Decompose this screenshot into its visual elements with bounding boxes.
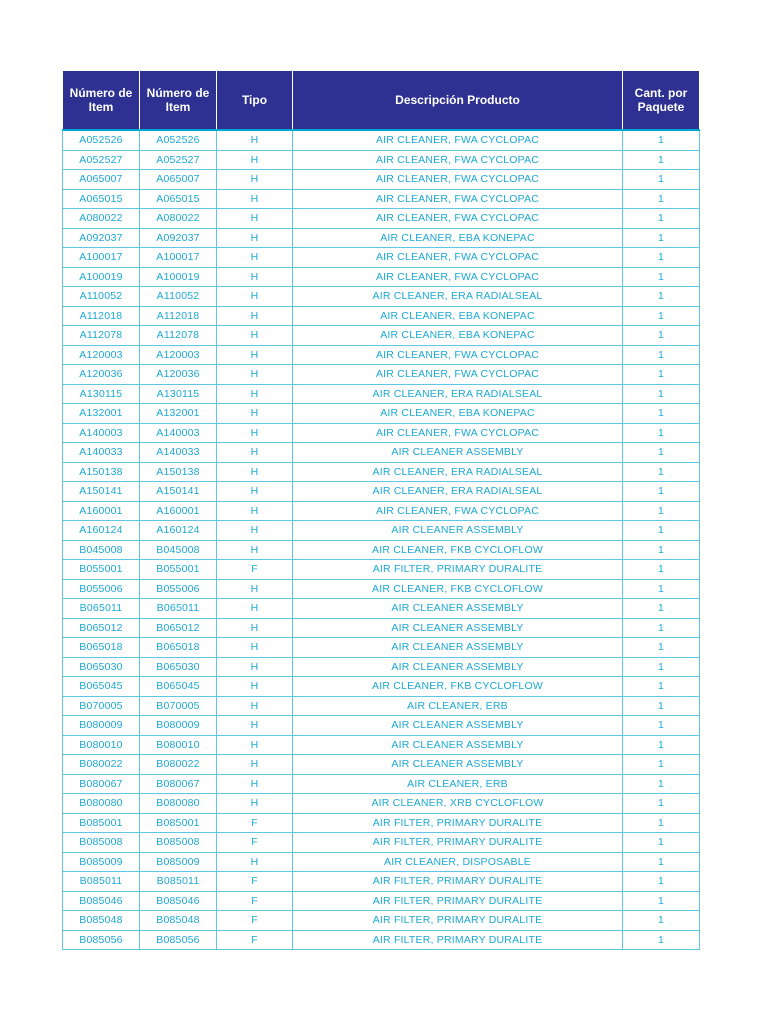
cell-description: AIR CLEANER, FWA CYCLOPAC (293, 345, 623, 365)
cell-package-qty: 1 (623, 326, 700, 346)
cell-item-number: B065018 (63, 638, 140, 658)
cell-description: AIR FILTER, PRIMARY DURALITE (293, 872, 623, 892)
cell-description: AIR CLEANER, EBA KONEPAC (293, 326, 623, 346)
cell-description: AIR CLEANER, EBA KONEPAC (293, 404, 623, 424)
table-row (63, 794, 700, 814)
cell-package-qty: 1 (623, 755, 700, 775)
cell-item-number: B080022 (63, 755, 140, 775)
cell-item-number: B055006 (63, 579, 140, 599)
cell-package-qty: 1 (623, 618, 700, 638)
cell-package-qty: 1 (623, 774, 700, 794)
table-row (63, 774, 700, 794)
cell-package-qty: 1 (623, 267, 700, 287)
table-header (63, 71, 700, 131)
cell-package-qty: 1 (623, 677, 700, 697)
table-row (63, 443, 700, 463)
cell-item-number-alt: B055006 (140, 579, 217, 599)
cell-type: H (217, 501, 293, 521)
cell-item-number-alt: B080067 (140, 774, 217, 794)
cell-package-qty: 1 (623, 540, 700, 560)
cell-item-number: B085008 (63, 833, 140, 853)
cell-type: F (217, 930, 293, 950)
table-row (63, 540, 700, 560)
cell-package-qty: 1 (623, 657, 700, 677)
table-row (63, 930, 700, 950)
cell-description: AIR CLEANER, ERA RADIALSEAL (293, 287, 623, 307)
table-row (63, 482, 700, 502)
cell-type: H (217, 443, 293, 463)
cell-package-qty: 1 (623, 150, 700, 170)
cell-item-number: A092037 (63, 228, 140, 248)
cell-item-number-alt: A112078 (140, 326, 217, 346)
header-item-number-alt: Número de Item (140, 71, 217, 131)
table-row (63, 833, 700, 853)
cell-description: AIR CLEANER, FWA CYCLOPAC (293, 365, 623, 385)
table-row (63, 891, 700, 911)
cell-package-qty: 1 (623, 833, 700, 853)
cell-description: AIR FILTER, PRIMARY DURALITE (293, 930, 623, 950)
cell-item-number-alt: B065030 (140, 657, 217, 677)
cell-item-number: A065007 (63, 170, 140, 190)
cell-type: H (217, 677, 293, 697)
cell-package-qty: 1 (623, 345, 700, 365)
cell-type: H (217, 735, 293, 755)
cell-item-number-alt: A130115 (140, 384, 217, 404)
cell-type: H (217, 618, 293, 638)
cell-package-qty: 1 (623, 365, 700, 385)
cell-type: F (217, 833, 293, 853)
cell-item-number: A132001 (63, 404, 140, 424)
table-row (63, 521, 700, 541)
cell-description: AIR CLEANER, FWA CYCLOPAC (293, 170, 623, 190)
cell-item-number-alt: B055001 (140, 560, 217, 580)
table-row (63, 209, 700, 229)
cell-package-qty: 1 (623, 813, 700, 833)
cell-item-number-alt: A112018 (140, 306, 217, 326)
table-row (63, 735, 700, 755)
cell-description: AIR CLEANER ASSEMBLY (293, 443, 623, 463)
cell-package-qty: 1 (623, 794, 700, 814)
table-row (63, 501, 700, 521)
cell-description: AIR CLEANER, ERB (293, 774, 623, 794)
cell-type: H (217, 130, 293, 150)
cell-type: H (217, 150, 293, 170)
cell-item-number-alt: A120003 (140, 345, 217, 365)
cell-type: H (217, 404, 293, 424)
cell-package-qty: 1 (623, 560, 700, 580)
cell-package-qty: 1 (623, 287, 700, 307)
cell-item-number: B085048 (63, 911, 140, 931)
cell-description: AIR CLEANER, ERA RADIALSEAL (293, 482, 623, 502)
cell-type: H (217, 521, 293, 541)
cell-description: AIR CLEANER, FWA CYCLOPAC (293, 130, 623, 150)
table-row (63, 404, 700, 424)
table-body (63, 130, 700, 950)
cell-item-number-alt: A100019 (140, 267, 217, 287)
table-row (63, 755, 700, 775)
cell-item-number-alt: B085056 (140, 930, 217, 950)
table-row (63, 657, 700, 677)
cell-item-number: A112018 (63, 306, 140, 326)
cell-description: AIR CLEANER, ERA RADIALSEAL (293, 462, 623, 482)
cell-description: AIR CLEANER, FWA CYCLOPAC (293, 501, 623, 521)
header-item-number: Número de Item (63, 71, 140, 131)
cell-type: F (217, 813, 293, 833)
cell-description: AIR CLEANER, XRB CYCLOFLOW (293, 794, 623, 814)
table-row (63, 170, 700, 190)
cell-package-qty: 1 (623, 579, 700, 599)
cell-item-number-alt: B085009 (140, 852, 217, 872)
cell-description: AIR CLEANER ASSEMBLY (293, 755, 623, 775)
cell-description: AIR FILTER, PRIMARY DURALITE (293, 891, 623, 911)
table-row (63, 365, 700, 385)
header-row (63, 71, 700, 131)
cell-type: F (217, 872, 293, 892)
cell-item-number-alt: B085048 (140, 911, 217, 931)
cell-package-qty: 1 (623, 930, 700, 950)
cell-type: H (217, 540, 293, 560)
table-row (63, 150, 700, 170)
cell-item-number: B085046 (63, 891, 140, 911)
cell-package-qty: 1 (623, 716, 700, 736)
cell-description: AIR CLEANER, EBA KONEPAC (293, 306, 623, 326)
cell-item-number: A140033 (63, 443, 140, 463)
table-row (63, 423, 700, 443)
cell-package-qty: 1 (623, 638, 700, 658)
cell-item-number-alt: B070005 (140, 696, 217, 716)
cell-description: AIR CLEANER ASSEMBLY (293, 638, 623, 658)
cell-item-number-alt: B085001 (140, 813, 217, 833)
cell-type: H (217, 365, 293, 385)
header-type: Tipo (217, 71, 293, 131)
table-row (63, 638, 700, 658)
table-row (63, 345, 700, 365)
cell-type: H (217, 170, 293, 190)
cell-item-number: B080010 (63, 735, 140, 755)
cell-type: H (217, 638, 293, 658)
cell-item-number-alt: A160124 (140, 521, 217, 541)
cell-type: H (217, 599, 293, 619)
cell-item-number: B080080 (63, 794, 140, 814)
cell-type: H (217, 228, 293, 248)
cell-type: H (217, 579, 293, 599)
cell-package-qty: 1 (623, 891, 700, 911)
cell-package-qty: 1 (623, 462, 700, 482)
cell-item-number: A112078 (63, 326, 140, 346)
cell-package-qty: 1 (623, 696, 700, 716)
cell-description: AIR CLEANER, ERB (293, 696, 623, 716)
table-row (63, 716, 700, 736)
cell-item-number: B080009 (63, 716, 140, 736)
cell-type: H (217, 345, 293, 365)
table-row (63, 326, 700, 346)
table-row (63, 618, 700, 638)
table-row (63, 852, 700, 872)
cell-item-number-alt: B080009 (140, 716, 217, 736)
cell-item-number: B085009 (63, 852, 140, 872)
cell-item-number: B065045 (63, 677, 140, 697)
cell-item-number: B065011 (63, 599, 140, 619)
cell-package-qty: 1 (623, 306, 700, 326)
cell-item-number: A120003 (63, 345, 140, 365)
cell-item-number-alt: A052526 (140, 130, 217, 150)
cell-type: H (217, 326, 293, 346)
cell-item-number: A110052 (63, 287, 140, 307)
cell-item-number: A150138 (63, 462, 140, 482)
cell-description: AIR CLEANER ASSEMBLY (293, 716, 623, 736)
cell-package-qty: 1 (623, 852, 700, 872)
cell-item-number: A120036 (63, 365, 140, 385)
table-row (63, 677, 700, 697)
cell-description: AIR FILTER, PRIMARY DURALITE (293, 833, 623, 853)
cell-item-number: A100017 (63, 248, 140, 268)
cell-item-number-alt: A140033 (140, 443, 217, 463)
cell-description: AIR CLEANER, FKB CYCLOFLOW (293, 579, 623, 599)
cell-type: H (217, 384, 293, 404)
cell-item-number-alt: B065045 (140, 677, 217, 697)
cell-item-number-alt: A140003 (140, 423, 217, 443)
cell-package-qty: 1 (623, 482, 700, 502)
table-row (63, 306, 700, 326)
cell-description: AIR FILTER, PRIMARY DURALITE (293, 560, 623, 580)
cell-type: F (217, 891, 293, 911)
cell-description: AIR CLEANER ASSEMBLY (293, 599, 623, 619)
cell-description: AIR CLEANER, FWA CYCLOPAC (293, 150, 623, 170)
cell-item-number: A160124 (63, 521, 140, 541)
cell-type: H (217, 209, 293, 229)
cell-package-qty: 1 (623, 735, 700, 755)
table-row (63, 384, 700, 404)
cell-description: AIR CLEANER, ERA RADIALSEAL (293, 384, 623, 404)
header-package-qty: Cant. por Paquete (623, 71, 700, 131)
cell-package-qty: 1 (623, 189, 700, 209)
table-row (63, 248, 700, 268)
cell-description: AIR CLEANER, EBA KONEPAC (293, 228, 623, 248)
cell-description: AIR CLEANER, FWA CYCLOPAC (293, 267, 623, 287)
cell-description: AIR CLEANER, FKB CYCLOFLOW (293, 540, 623, 560)
table-row (63, 872, 700, 892)
cell-item-number: A160001 (63, 501, 140, 521)
cell-type: H (217, 423, 293, 443)
cell-package-qty: 1 (623, 248, 700, 268)
cell-item-number-alt: A160001 (140, 501, 217, 521)
cell-item-number-alt: B080080 (140, 794, 217, 814)
cell-item-number-alt: B085008 (140, 833, 217, 853)
table-row (63, 579, 700, 599)
cell-item-number-alt: B080010 (140, 735, 217, 755)
cell-package-qty: 1 (623, 404, 700, 424)
cell-item-number: B045008 (63, 540, 140, 560)
cell-package-qty: 1 (623, 443, 700, 463)
cell-item-number-alt: A065007 (140, 170, 217, 190)
cell-item-number: B070005 (63, 696, 140, 716)
table-row (63, 599, 700, 619)
cell-description: AIR CLEANER ASSEMBLY (293, 735, 623, 755)
table-row (63, 911, 700, 931)
cell-type: H (217, 306, 293, 326)
cell-item-number: A052527 (63, 150, 140, 170)
cell-package-qty: 1 (623, 599, 700, 619)
cell-item-number-alt: A100017 (140, 248, 217, 268)
cell-description: AIR CLEANER ASSEMBLY (293, 618, 623, 638)
cell-package-qty: 1 (623, 501, 700, 521)
cell-item-number-alt: B085011 (140, 872, 217, 892)
cell-item-number-alt: A110052 (140, 287, 217, 307)
cell-item-number: A130115 (63, 384, 140, 404)
cell-type: H (217, 189, 293, 209)
cell-type: H (217, 657, 293, 677)
cell-description: AIR CLEANER, FWA CYCLOPAC (293, 189, 623, 209)
cell-type: H (217, 287, 293, 307)
cell-item-number-alt: B085046 (140, 891, 217, 911)
cell-type: F (217, 560, 293, 580)
table-row (63, 287, 700, 307)
cell-type: H (217, 794, 293, 814)
cell-type: H (217, 774, 293, 794)
cell-item-number-alt: A052527 (140, 150, 217, 170)
cell-type: H (217, 462, 293, 482)
cell-item-number-alt: B065011 (140, 599, 217, 619)
table-row (63, 189, 700, 209)
product-table-sheet (62, 70, 699, 950)
table-row (63, 130, 700, 150)
table-row (63, 267, 700, 287)
cell-item-number-alt: A132001 (140, 404, 217, 424)
product-table (62, 70, 700, 950)
table-row (63, 228, 700, 248)
cell-item-number-alt: A150141 (140, 482, 217, 502)
cell-item-number: B085001 (63, 813, 140, 833)
cell-item-number-alt: A150138 (140, 462, 217, 482)
table-row (63, 696, 700, 716)
cell-package-qty: 1 (623, 384, 700, 404)
cell-item-number-alt: B065012 (140, 618, 217, 638)
cell-description: AIR CLEANER, DISPOSABLE (293, 852, 623, 872)
table-row (63, 560, 700, 580)
cell-item-number-alt: A092037 (140, 228, 217, 248)
cell-type: H (217, 482, 293, 502)
cell-description: AIR CLEANER, FWA CYCLOPAC (293, 423, 623, 443)
cell-package-qty: 1 (623, 423, 700, 443)
cell-description: AIR FILTER, PRIMARY DURALITE (293, 813, 623, 833)
cell-item-number: B080067 (63, 774, 140, 794)
cell-description: AIR FILTER, PRIMARY DURALITE (293, 911, 623, 931)
cell-item-number: B085011 (63, 872, 140, 892)
cell-package-qty: 1 (623, 209, 700, 229)
cell-item-number: A080022 (63, 209, 140, 229)
cell-package-qty: 1 (623, 872, 700, 892)
cell-description: AIR CLEANER ASSEMBLY (293, 521, 623, 541)
cell-type: H (217, 716, 293, 736)
cell-item-number: B065012 (63, 618, 140, 638)
cell-item-number: B055001 (63, 560, 140, 580)
table-row (63, 813, 700, 833)
cell-type: F (217, 911, 293, 931)
cell-type: H (217, 755, 293, 775)
cell-type: H (217, 696, 293, 716)
cell-package-qty: 1 (623, 170, 700, 190)
cell-item-number-alt: A120036 (140, 365, 217, 385)
cell-type: H (217, 267, 293, 287)
cell-item-number-alt: A065015 (140, 189, 217, 209)
cell-description: AIR CLEANER ASSEMBLY (293, 657, 623, 677)
table-row (63, 462, 700, 482)
cell-item-number-alt: B045008 (140, 540, 217, 560)
cell-item-number: A052526 (63, 130, 140, 150)
cell-item-number-alt: A080022 (140, 209, 217, 229)
cell-item-number: A100019 (63, 267, 140, 287)
header-description: Descripción Producto (293, 71, 623, 131)
cell-item-number: A065015 (63, 189, 140, 209)
cell-item-number: A140003 (63, 423, 140, 443)
cell-item-number-alt: B080022 (140, 755, 217, 775)
cell-item-number-alt: B065018 (140, 638, 217, 658)
cell-description: AIR CLEANER, FWA CYCLOPAC (293, 209, 623, 229)
cell-description: AIR CLEANER, FKB CYCLOFLOW (293, 677, 623, 697)
cell-package-qty: 1 (623, 911, 700, 931)
cell-item-number: B065030 (63, 657, 140, 677)
cell-package-qty: 1 (623, 130, 700, 150)
cell-type: H (217, 852, 293, 872)
cell-item-number: A150141 (63, 482, 140, 502)
cell-item-number: B085056 (63, 930, 140, 950)
cell-package-qty: 1 (623, 228, 700, 248)
cell-description: AIR CLEANER, FWA CYCLOPAC (293, 248, 623, 268)
cell-type: H (217, 248, 293, 268)
cell-package-qty: 1 (623, 521, 700, 541)
